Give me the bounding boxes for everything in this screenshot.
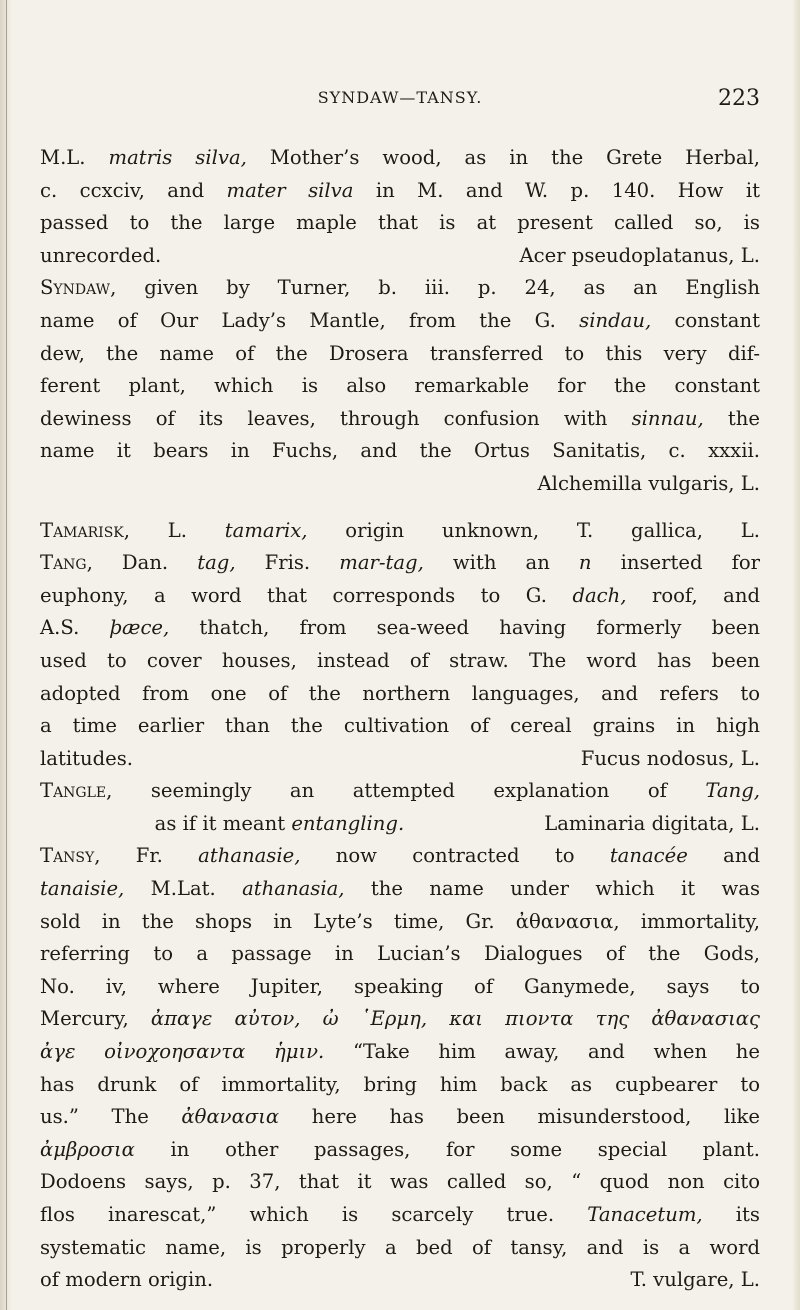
line-left-part xyxy=(155,808,405,841)
italic-text: mater xyxy=(226,178,286,202)
text-run: Fucus nodosus, L. xyxy=(580,746,760,770)
text-run: the name under which it was xyxy=(344,877,760,901)
text-line xyxy=(40,678,760,711)
text-run: and xyxy=(687,844,760,868)
italic-text: tamarix, xyxy=(224,518,308,542)
text-run: , Fr. xyxy=(94,844,199,868)
italic-text: sinnau, xyxy=(631,406,704,430)
italic-text: ἀθανασια xyxy=(181,1105,280,1129)
text-line xyxy=(40,580,760,613)
paragraph-gap xyxy=(40,501,760,515)
text-line xyxy=(40,645,760,678)
text-line xyxy=(40,808,760,841)
italic-text: silva xyxy=(308,178,354,202)
text-line xyxy=(40,1264,760,1297)
text-run: constant xyxy=(651,308,760,332)
text-run: M.L. xyxy=(40,146,109,169)
text-line xyxy=(40,1069,760,1102)
text-run: ferent plant, which is also remarkable for the constant xyxy=(40,374,760,398)
text-line xyxy=(40,547,760,580)
text-run xyxy=(286,179,308,202)
text-run: Mercury, xyxy=(40,1007,151,1031)
text-run: in other passages, for some special plant. xyxy=(134,1137,760,1161)
italic-text: ἀγε οἰνοχοησαντα ἡμιν. xyxy=(40,1040,325,1064)
text-run: “Take him away, and when he xyxy=(324,1040,760,1064)
text-run: Dodoens says, p. 37, that it was called so, “ quod non cito xyxy=(40,1170,760,1194)
text-line xyxy=(40,338,760,371)
text-run: has drunk of immortality, bring him back as cupbearer to xyxy=(40,1072,760,1096)
text-line xyxy=(40,840,760,873)
text-run: T. vulgare, L. xyxy=(630,1268,760,1292)
text-run: latitudes. xyxy=(40,746,134,770)
body-text xyxy=(40,142,760,1297)
italic-text: n xyxy=(578,551,592,575)
text-run: , L. xyxy=(123,518,225,542)
text-line xyxy=(40,435,760,468)
text-run: , given by Turner, b. iii. p. 24, as an English xyxy=(110,276,760,300)
text-run: dewiness of its leaves, through confusion with xyxy=(40,406,632,430)
text-run: now contracted to xyxy=(300,844,610,868)
page-number: 223 xyxy=(718,86,760,111)
text-line xyxy=(40,612,760,645)
italic-text: sindau, xyxy=(579,308,652,332)
text-line xyxy=(40,971,760,1004)
text-run: adopted from one of the northern languages, and refers to xyxy=(40,681,760,705)
italic-text: athanasia, xyxy=(242,877,345,901)
italic-text: matris silva, xyxy=(108,146,247,169)
italic-text: tag, xyxy=(197,551,236,575)
text-run: flos inarescat,” which is scarcely true. xyxy=(40,1203,588,1226)
italic-text: ἀπαγε αὐτον, ὠ ῾Ερμη, και πιοντα της ἀθανασιας xyxy=(150,1007,760,1031)
entry-headword: Tamarisk xyxy=(40,518,124,542)
text-run: here has been misunderstood, like xyxy=(279,1105,760,1129)
italic-text: entangling. xyxy=(291,811,405,835)
italic-text: þæce, xyxy=(109,616,170,640)
text-run: with an xyxy=(423,551,579,575)
entry-headword: Syndaw xyxy=(40,276,111,300)
text-line xyxy=(40,240,760,273)
text-line xyxy=(40,515,760,548)
text-run: Mother’s wood, as in the Grete Herbal, xyxy=(246,146,760,169)
text-run: inserted for xyxy=(591,551,760,575)
text-line xyxy=(40,1134,760,1167)
text-run: in M. and W. p. 140. How it xyxy=(353,178,761,202)
entry-headword: Tansy xyxy=(40,844,95,868)
text-line xyxy=(40,1003,760,1036)
running-head: SYNDAW—TANSY. xyxy=(317,88,483,107)
text-line xyxy=(40,710,760,743)
text-line xyxy=(40,1232,760,1265)
text-line xyxy=(40,1036,760,1069)
text-line xyxy=(40,468,760,501)
text-run: dew, the name of the Drosera transferred to this very dif- xyxy=(40,341,760,365)
text-run: euphony, a word that corresponds to G. xyxy=(40,583,573,607)
page-header xyxy=(40,86,760,114)
text-line xyxy=(40,1166,760,1199)
text-line xyxy=(40,775,760,808)
text-line xyxy=(40,743,760,776)
entry-headword: Tang xyxy=(40,551,87,575)
italic-text: athanasie, xyxy=(198,844,301,868)
italic-text: tanacée xyxy=(609,844,688,868)
text-line xyxy=(40,207,760,240)
text-line xyxy=(40,403,760,436)
text-run: A.S. xyxy=(40,616,110,640)
text-run: , seemingly an attempted explanation of xyxy=(106,779,706,803)
text-run: as if it meant xyxy=(154,811,292,835)
text-run: a time earlier than the cultivation of cereal grains in high xyxy=(40,714,760,738)
text-run: roof, and xyxy=(626,583,760,607)
italic-text: ἀμβροσια xyxy=(40,1137,135,1161)
text-line xyxy=(40,272,760,305)
text-line xyxy=(40,1199,760,1232)
text-run: Fris. xyxy=(235,551,340,575)
text-run: sold in the shops in Lyte’s time, Gr. ἀθανασια, immortality, xyxy=(40,909,760,933)
text-run: , Dan. xyxy=(86,551,198,575)
text-run: referring to a passage in Lucian’s Dialogues of the Gods, xyxy=(40,942,760,966)
text-run: us.” The xyxy=(40,1105,182,1129)
text-run: name of Our Lady’s Mantle, from the G. xyxy=(40,308,580,332)
text-line xyxy=(40,142,760,175)
italic-text: tanaisie, xyxy=(40,877,125,901)
text-line xyxy=(40,938,760,971)
text-run: thatch, from sea-weed having formerly been xyxy=(169,616,760,640)
text-run: passed to the large maple that is at present called so, is xyxy=(40,211,760,235)
italic-text: dach, xyxy=(572,583,627,607)
text-run: M.Lat. xyxy=(124,877,243,901)
italic-text: Tang, xyxy=(705,779,760,803)
text-run: the xyxy=(703,406,760,430)
text-line xyxy=(40,305,760,338)
italic-text: mar-tag, xyxy=(339,551,424,575)
text-run: c. ccxciv, and xyxy=(40,178,227,202)
text-run: unrecorded. xyxy=(40,243,162,267)
text-line xyxy=(40,175,760,208)
text-run: origin unknown, T. gallica, L. xyxy=(307,518,760,542)
text-line xyxy=(40,370,760,403)
page-right-edge xyxy=(792,0,800,1310)
entry-headword: Tangle xyxy=(40,779,107,803)
text-run: Alchemilla vulgaris, L. xyxy=(537,471,760,495)
text-line xyxy=(40,1101,760,1134)
text-run: used to cover houses, instead of straw. The word has been xyxy=(40,648,760,672)
text-line xyxy=(40,906,760,939)
text-run: of modern origin. xyxy=(40,1268,214,1292)
text-run: Acer pseudoplatanus, L. xyxy=(519,243,760,267)
text-run: systematic name, is properly a bed of tansy, and is a word xyxy=(40,1235,760,1259)
page-gutter-line xyxy=(6,0,7,1310)
italic-text: Tanacetum, xyxy=(587,1203,703,1226)
text-run: name it bears in Fuchs, and the Ortus Sanitatis, c. xxxii. xyxy=(40,439,760,463)
text-run: its xyxy=(702,1203,760,1226)
text-run: No. iv, where Jupiter, speaking of Ganymede, says to xyxy=(40,974,760,998)
text-run: Laminaria digitata, L. xyxy=(544,811,760,835)
text-line xyxy=(40,873,760,906)
